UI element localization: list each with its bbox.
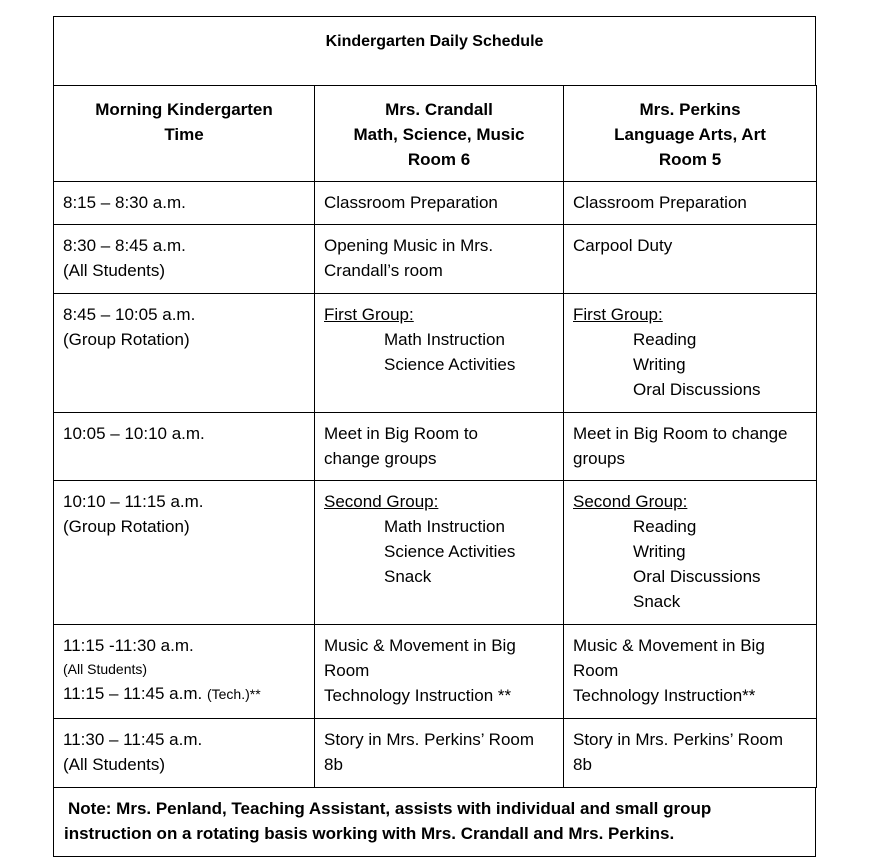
table-row (54, 481, 817, 625)
crandall-cell: Opening Music in Mrs. Crandall’s room (315, 225, 564, 294)
table-row (54, 182, 817, 225)
crandall-cell: Meet in Big Room to change groups (315, 413, 564, 481)
crandall-cell (315, 294, 564, 413)
crandall-cell (315, 481, 564, 625)
note-block (53, 788, 816, 857)
header-time: Morning Kindergarten Time (54, 86, 315, 182)
time-cell: 8:45 – 10:05 a.m. (Group Rotation) (54, 294, 315, 413)
table-header-row (54, 86, 817, 182)
list-item: Reading (633, 330, 697, 349)
note-line-1: Note: Mrs. Penland, Teaching Assistant, assists with individual and small group (68, 799, 712, 818)
table-row (54, 625, 817, 719)
schedule-title: Kindergarten Daily Schedule (325, 33, 544, 50)
header-perkins: Mrs. Perkins Language Arts, Art Room 5 (564, 86, 817, 182)
table-row (54, 225, 817, 294)
list-item: Reading (633, 517, 697, 536)
crandall-cell: Classroom Preparation (315, 182, 564, 225)
list-item: Snack (633, 592, 681, 611)
time-cell: 10:10 – 11:15 a.m. (Group Rotation) (54, 481, 315, 625)
header-crandall: Mrs. Crandall Math, Science, Music Room 6 (315, 86, 564, 182)
group-label: First Group: (324, 305, 414, 324)
list-item: Math Instruction (384, 330, 505, 349)
schedule-title-cell (53, 16, 816, 86)
schedule-table (53, 85, 817, 788)
perkins-cell: Carpool Duty (564, 225, 817, 294)
perkins-cell (564, 481, 817, 625)
group-label: First Group: (573, 305, 663, 324)
list-item: Science Activities (384, 355, 516, 374)
time-cell: 11:30 – 11:45 a.m. (All Students) (54, 719, 315, 788)
crandall-cell: Music & Movement in Big Room Technology Instruction ** (315, 625, 564, 719)
crandall-cell: Story in Mrs. Perkins’ Room 8b (315, 719, 564, 788)
list-item: Writing (633, 542, 686, 561)
time-cell: 11:15 -11:30 a.m. (All Students) 11:15 – 11:45 a.m. (Tech.)** (54, 625, 315, 719)
note-line-2: instruction on a rotating basis working with Mrs. Crandall and Mrs. Perkins. (64, 824, 675, 843)
perkins-cell: Classroom Preparation (564, 182, 817, 225)
list-item: Writing (633, 355, 686, 374)
time-cell: 8:15 – 8:30 a.m. (54, 182, 315, 225)
table-row (54, 294, 817, 413)
perkins-cell: Story in Mrs. Perkins’ Room 8b (564, 719, 817, 788)
list-item: Science Activities (384, 542, 516, 561)
time-cell: 10:05 – 10:10 a.m. (54, 413, 315, 481)
table-row (54, 719, 817, 788)
perkins-cell (564, 294, 817, 413)
list-item: Oral Discussions (633, 567, 761, 586)
perkins-cell: Music & Movement in Big Room Technology Instruction** (564, 625, 817, 719)
list-item: Oral Discussions (633, 380, 761, 399)
schedule-document (53, 16, 816, 857)
perkins-cell: Meet in Big Room to change groups (564, 413, 817, 481)
table-row (54, 413, 817, 481)
group-label: Second Group: (573, 492, 688, 511)
list-item: Math Instruction (384, 517, 505, 536)
group-label: Second Group: (324, 492, 439, 511)
time-cell: 8:30 – 8:45 a.m. (All Students) (54, 225, 315, 294)
list-item: Snack (384, 567, 432, 586)
